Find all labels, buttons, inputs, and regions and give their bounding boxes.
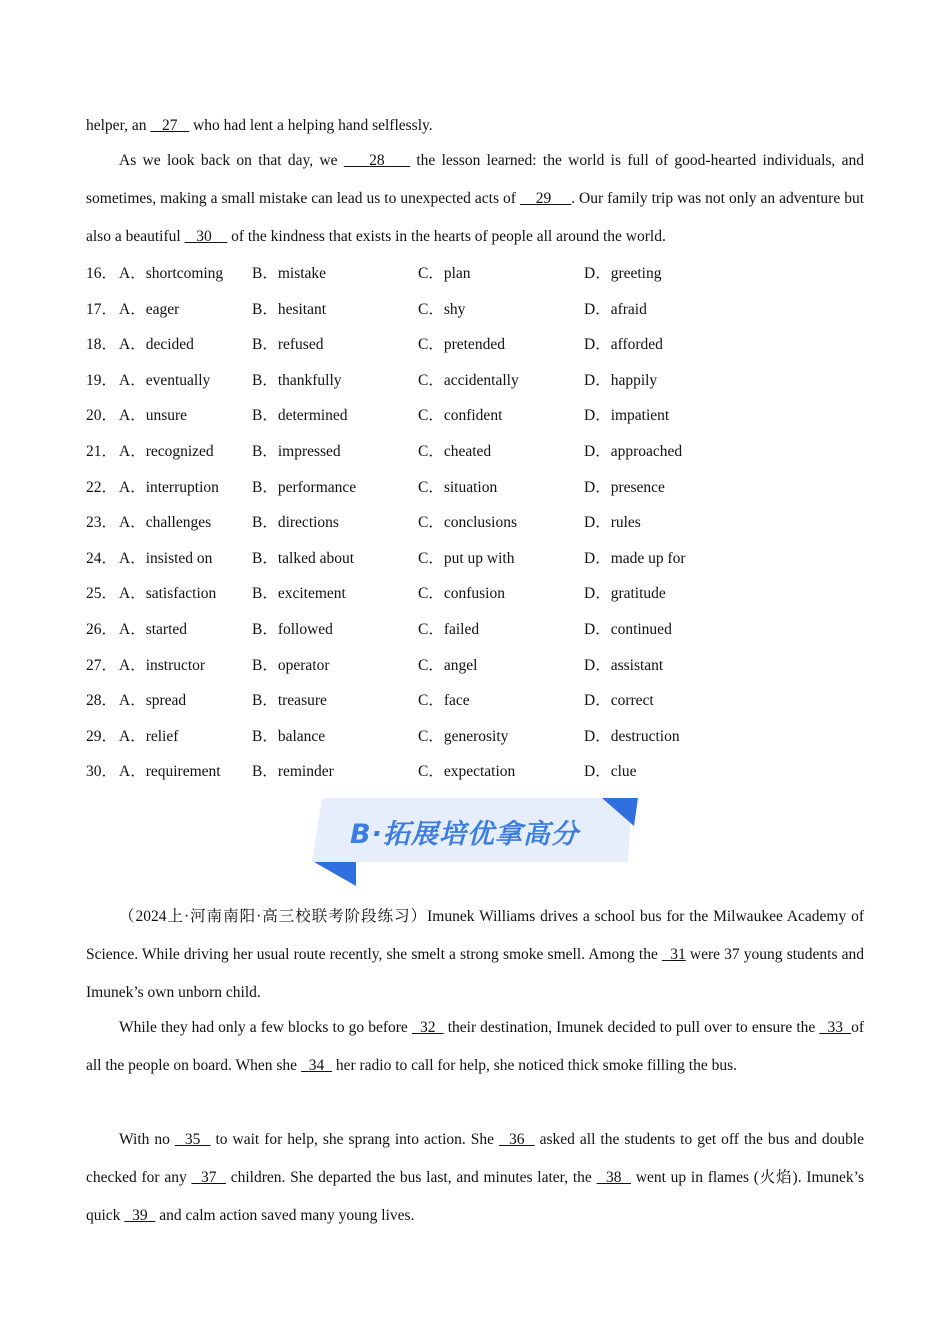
option-b: B．followed [252, 620, 333, 638]
option-a: A．insisted on [119, 549, 213, 567]
option-d: D．greeting [584, 265, 662, 282]
option-a: A．challenges [119, 514, 212, 532]
passage-a-paragraph-2: As we look back on that day, we 28 the lesson learned: the world is full of good-hearted individuals, and sometimes, making a small mistake can lead us to unexpected acts of 29 . Our family trip was not only an adventure but also a beautiful 30 of the kindness that exists in the hearts of people all around the world. [86, 152, 865, 245]
option-c: C．plan [418, 265, 471, 282]
option-d: D．impatient [584, 407, 670, 425]
blank-31: 31 [670, 946, 686, 963]
option-d: D．afraid [584, 300, 647, 318]
section-banner [310, 796, 640, 888]
question-row [86, 434, 866, 470]
question-number: 27． [86, 656, 118, 674]
blank-28: 28 [369, 152, 385, 169]
question-number: 16． [86, 265, 118, 282]
option-d: D．made up for [584, 549, 686, 567]
option-a: A．eager [119, 300, 180, 318]
question-number: 25． [86, 585, 118, 603]
option-c: C．confusion [418, 585, 505, 603]
blank-27: 27 [162, 117, 178, 134]
option-d: D．happily [584, 371, 658, 389]
option-a: A．requirement [119, 763, 221, 781]
option-c: C．failed [418, 620, 480, 638]
blank-35: 35 [184, 1131, 201, 1148]
option-c: C．face [418, 692, 470, 710]
question-number: 17． [86, 300, 118, 318]
option-c: C．generosity [418, 727, 509, 745]
question-row [86, 719, 866, 755]
blank-33: 33 [827, 1019, 843, 1036]
option-d: D．rules [584, 514, 641, 532]
option-b: B．treasure [252, 692, 327, 710]
blank-32: 32 [420, 1019, 436, 1036]
question-row [86, 363, 866, 399]
blank-34: 34 [308, 1057, 325, 1074]
option-a: A．instructor [119, 656, 206, 674]
blank-38: 38 [606, 1169, 622, 1186]
question-row [86, 256, 866, 292]
question-number: 29． [86, 727, 118, 745]
option-c: C．situation [418, 478, 498, 496]
option-b: B．mistake [252, 265, 327, 282]
option-d: D．continued [584, 620, 672, 638]
option-a: A．interruption [119, 478, 219, 496]
question-number: 26． [86, 620, 118, 638]
option-c: C．expectation [418, 763, 516, 781]
option-d: D．afforded [584, 336, 663, 354]
options-list [86, 256, 866, 790]
option-d: D．gratitude [584, 585, 666, 603]
question-row [86, 505, 866, 541]
option-b: B．reminder [252, 763, 334, 781]
option-d: D．clue [584, 763, 637, 781]
question-number: 24． [86, 549, 118, 567]
blank-37: 37 [200, 1169, 217, 1186]
option-a: A．eventually [119, 371, 211, 389]
question-number: 22． [86, 478, 118, 496]
option-d: D．presence [584, 478, 665, 496]
passage-b-paragraph-2: While they had only a few blocks to go before 32 their destination, Imunek decided to pull over to ensure the 33 of all the people on board. When she 34 her radio to call for help, she noticed thick smoke filling the bus. [86, 1019, 865, 1074]
option-b: B．performance [252, 478, 357, 496]
question-row [86, 541, 866, 577]
question-number: 18． [86, 336, 118, 354]
question-number: 21． [86, 442, 118, 460]
blank-36: 36 [509, 1131, 525, 1148]
question-row [86, 292, 866, 328]
option-c: C．pretended [418, 336, 505, 354]
option-c: C．shy [418, 300, 466, 318]
option-b: B．operator [252, 656, 330, 674]
question-row [86, 576, 866, 612]
option-a: A．unsure [119, 407, 188, 425]
option-a: A．shortcoming [119, 265, 224, 282]
option-c: C．angel [418, 656, 478, 674]
option-b: B．hesitant [252, 300, 327, 318]
option-a: A．relief [119, 727, 179, 745]
question-number: 19． [86, 371, 118, 389]
option-b: B．talked about [252, 549, 355, 567]
question-row [86, 327, 866, 363]
question-number: 30． [86, 763, 118, 781]
option-b: B．directions [252, 514, 339, 532]
question-row [86, 648, 866, 684]
question-row [86, 470, 866, 506]
question-number: 23． [86, 514, 118, 532]
option-c: C．put up with [418, 549, 515, 567]
option-c: C．cheated [418, 442, 492, 460]
option-d: D．approached [584, 442, 683, 460]
option-a: A．recognized [119, 442, 214, 460]
option-d: D．correct [584, 692, 654, 710]
option-b: B．refused [252, 336, 324, 354]
banner-title: B·拓展培优拿高分 [350, 819, 579, 850]
option-b: B．excitement [252, 585, 346, 603]
question-row [86, 683, 866, 719]
source-note: （2024上·河南南阳·高三校联考阶段练习） [119, 908, 428, 925]
blank-39: 39 [132, 1207, 148, 1224]
option-a: A．spread [119, 692, 187, 710]
option-c: C．accidentally [418, 371, 519, 389]
question-row [86, 398, 866, 434]
question-row [86, 612, 866, 648]
passage-b-paragraph-3: With no 35 to wait for help, she sprang into action. She 36 asked all the students to get off the bus and double checked for any 37 children. She departed the bus last, and minutes later, the 38 went up in flames (火焰). Imunek’s quick 39 and calm action saved many young lives. [86, 1131, 865, 1224]
blank-29: 29 [535, 190, 552, 207]
option-a: A．started [119, 620, 188, 638]
option-a: A．decided [119, 336, 194, 354]
passage-a-paragraph-1: helper, an 27 who had lent a helping hand selflessly. [86, 117, 433, 134]
option-b: B．thankfully [252, 371, 342, 389]
option-b: B．impressed [252, 442, 341, 460]
question-number: 20． [86, 407, 118, 425]
question-number: 28． [86, 692, 118, 710]
question-row [86, 754, 866, 790]
blank-30: 30 [196, 228, 212, 245]
option-c: C．confident [418, 407, 503, 425]
option-a: A．satisfaction [119, 585, 217, 603]
option-b: B．determined [252, 407, 348, 425]
option-b: B．balance [252, 727, 326, 745]
option-d: D．assistant [584, 656, 664, 674]
passage-b-paragraph-1: （2024上·河南南阳·高三校联考阶段练习）Imunek Williams drives a school bus for the Milwaukee Academy of Science. While driving her usual route recently, she smelt a strong smoke smell. Among the 31 were 37 young students and Imunek’s own unborn child. [86, 908, 865, 1001]
option-d: D．destruction [584, 727, 680, 745]
option-c: C．conclusions [418, 514, 518, 532]
